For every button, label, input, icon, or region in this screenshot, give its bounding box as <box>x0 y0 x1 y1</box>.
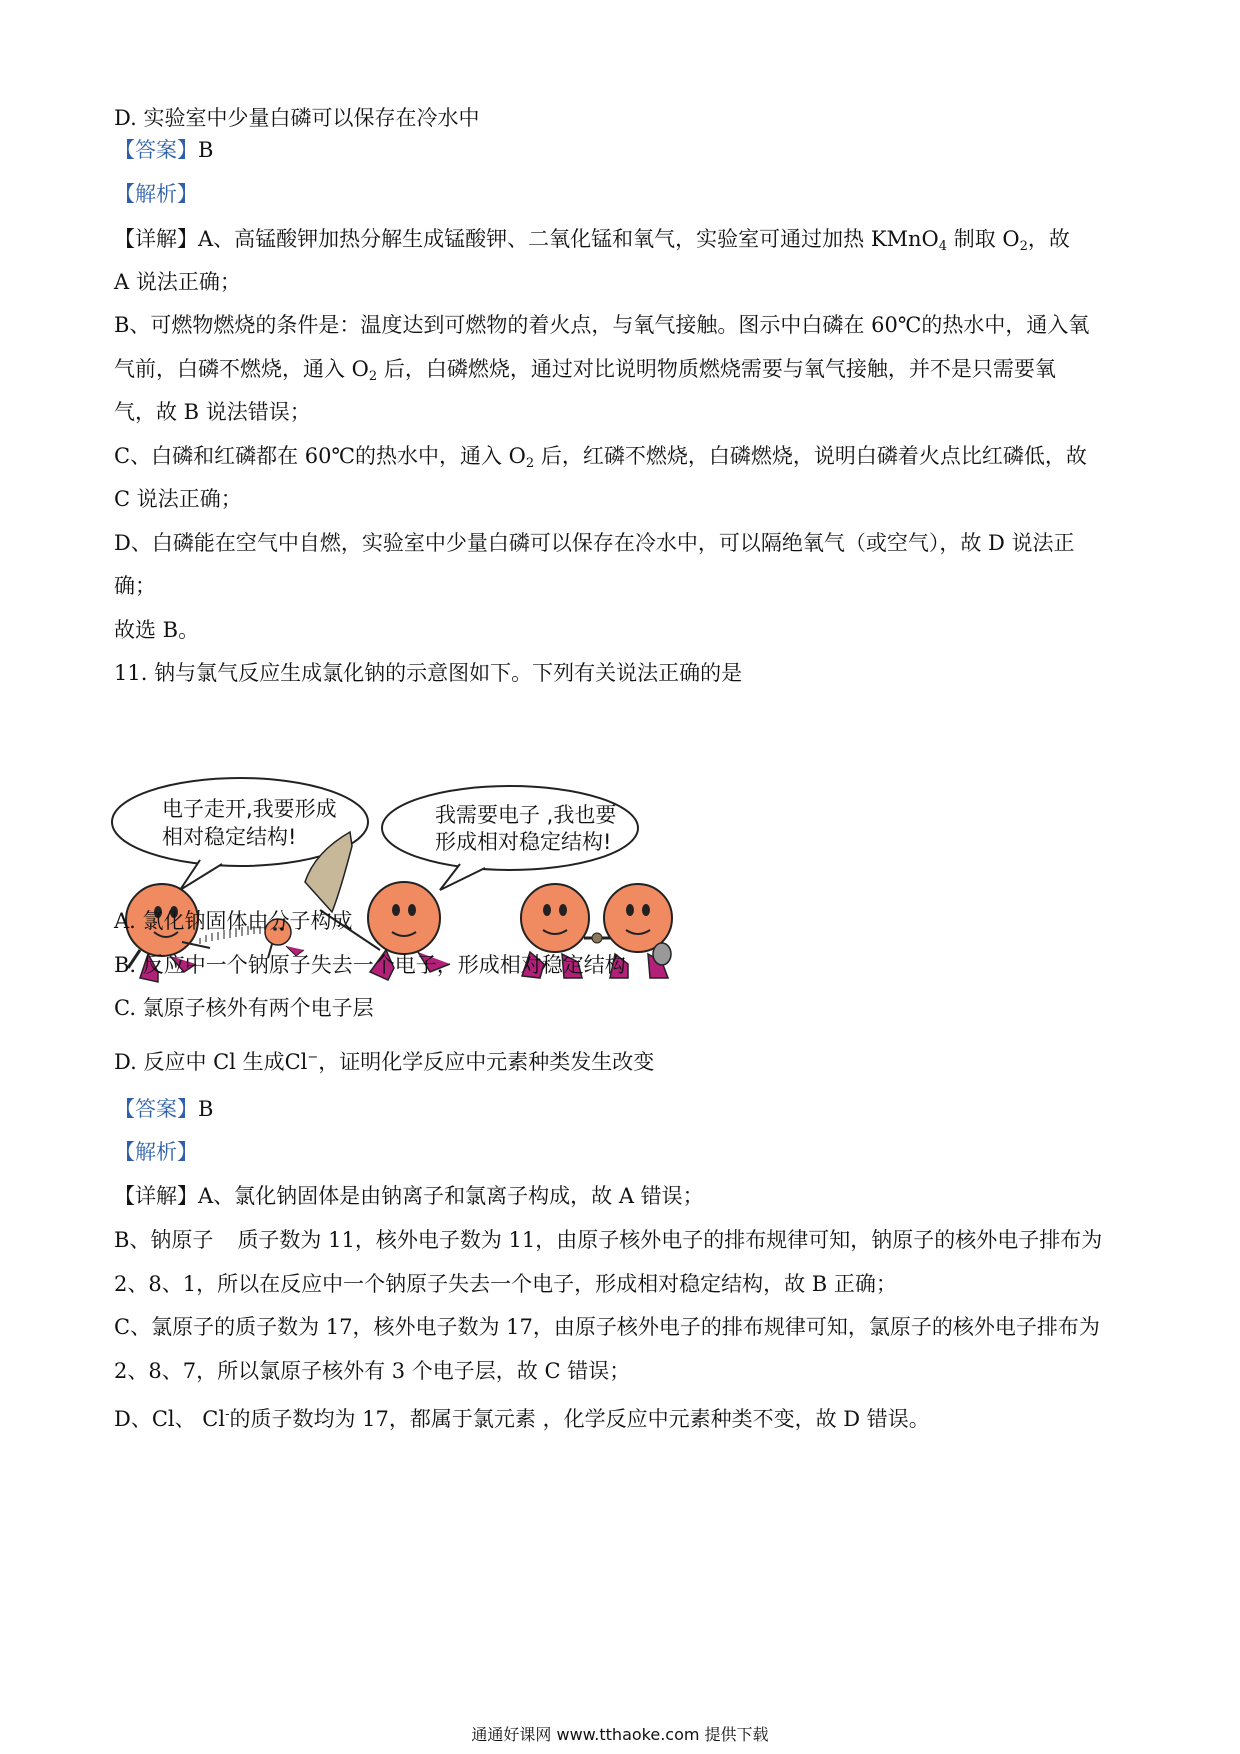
q10-detail-c1: C、白磷和红磷都在 60℃的热水中，通入 $O_2$ 后，红磷不燃烧，白磷燃烧，说明白磷着火点比红磷低，故 <box>114 444 1087 471</box>
q11-detail-c2: 2、8、7，所以氯原子核外有 3 个电子层，故 C 错误； <box>114 1359 631 1383</box>
answer-value: B <box>198 138 214 162</box>
q10-detail-a1: 【详解】A、高锰酸钾加热分解生成锰酸钾、二氧化锰和氧气，实验室可通过加热 KMnO$_4$ 制取 $O_2$，故 <box>114 227 1070 254</box>
q11-option-c: C. 氯原子核外有两个电子层 <box>114 996 374 1020</box>
q11-detail-d: D、Cl、 Cl-的质子数均为 17，都属于氯元素 ，化学反应中元素种类不变，故 D 错误。 <box>114 1407 930 1431</box>
bubble-right-line2: 形成相对稳定结构! <box>435 830 612 854</box>
bubble-left-line1: 电子走开,我要形成 <box>162 797 337 821</box>
q11-detail-b2: 2、8、1，所以在反应中一个钠原子失去一个电子，形成相对稳定结构，故 B 正确； <box>114 1272 897 1296</box>
q10-detail-d1: D、白磷能在空气中自燃，实验室中少量白磷可以保存在冷水中，可以隔绝氧气（或空气），故 D 说法正 <box>114 531 1075 555</box>
speech-bubble-right <box>382 786 638 890</box>
q11-detail-b1: B、钠原子 质子数为 11，核外电子数为 11，由原子核外电子的排布规律可知，钠原子的核外电子排布为 <box>114 1228 1103 1252</box>
q11-analysis-tag: 【解析】 <box>114 1140 198 1164</box>
page-footer: 通通好课网 www.tthaoke.com 提供下载 <box>471 1725 769 1744</box>
q10-conclusion: 故选 B。 <box>114 618 200 642</box>
answer-tag: 【答案】 <box>114 138 198 162</box>
q10-answer <box>114 135 213 165</box>
q10-detail-b2: 气前，白磷不燃烧，通入 $O_2$ 后，白磷燃烧，通过对比说明物质燃烧需要与氧气接触，并不是只需要氧 <box>114 357 1056 384</box>
q11-answer: 【答案】B <box>114 1097 214 1121</box>
q11-stem: 11. 钠与氯气反应生成氯化钠的示意图如下。下列有关说法正确的是 <box>114 661 743 685</box>
q10-analysis-tag: 【解析】 <box>114 182 198 206</box>
q10-detail-d2: 确； <box>114 574 156 598</box>
q10-detail-b3: 气，故 B 说法错误； <box>114 400 311 424</box>
q10-option-d: D. 实验室中少量白磷可以保存在冷水中 <box>114 106 480 130</box>
q11-option-a: A. 氯化钠固体由分子构成 <box>114 909 353 933</box>
q10-detail-b1: B、可燃物燃烧的条件是：温度达到可燃物的着火点，与氧气接触。图示中白磷在 60℃的热水中，通入氧 <box>114 313 1090 337</box>
q11-option-d: D. 反应中 Cl 生成Cl−，证明化学反应中元素种类发生改变 <box>114 1050 655 1074</box>
bubble-right-line1: 我需要电子 ,我也要 <box>435 803 617 827</box>
q11-detail-c1: C、氯原子的质子数为 17，核外电子数为 17，由原子核外电子的排布规律可知，氯原子的核外电子排布为 <box>114 1315 1100 1339</box>
q11-option-b: B. 反应中一个钠原子失去一个电子，形成相对稳定结构 <box>114 953 626 977</box>
q10-detail-a2: A 说法正确； <box>114 270 241 294</box>
q11-detail-a: 【详解】A、氯化钠固体是由钠离子和氯离子构成，故 A 错误； <box>114 1184 704 1208</box>
q10-detail-c2: C 说法正确； <box>114 487 242 511</box>
bubble-left-line2: 相对稳定结构! <box>162 825 297 849</box>
